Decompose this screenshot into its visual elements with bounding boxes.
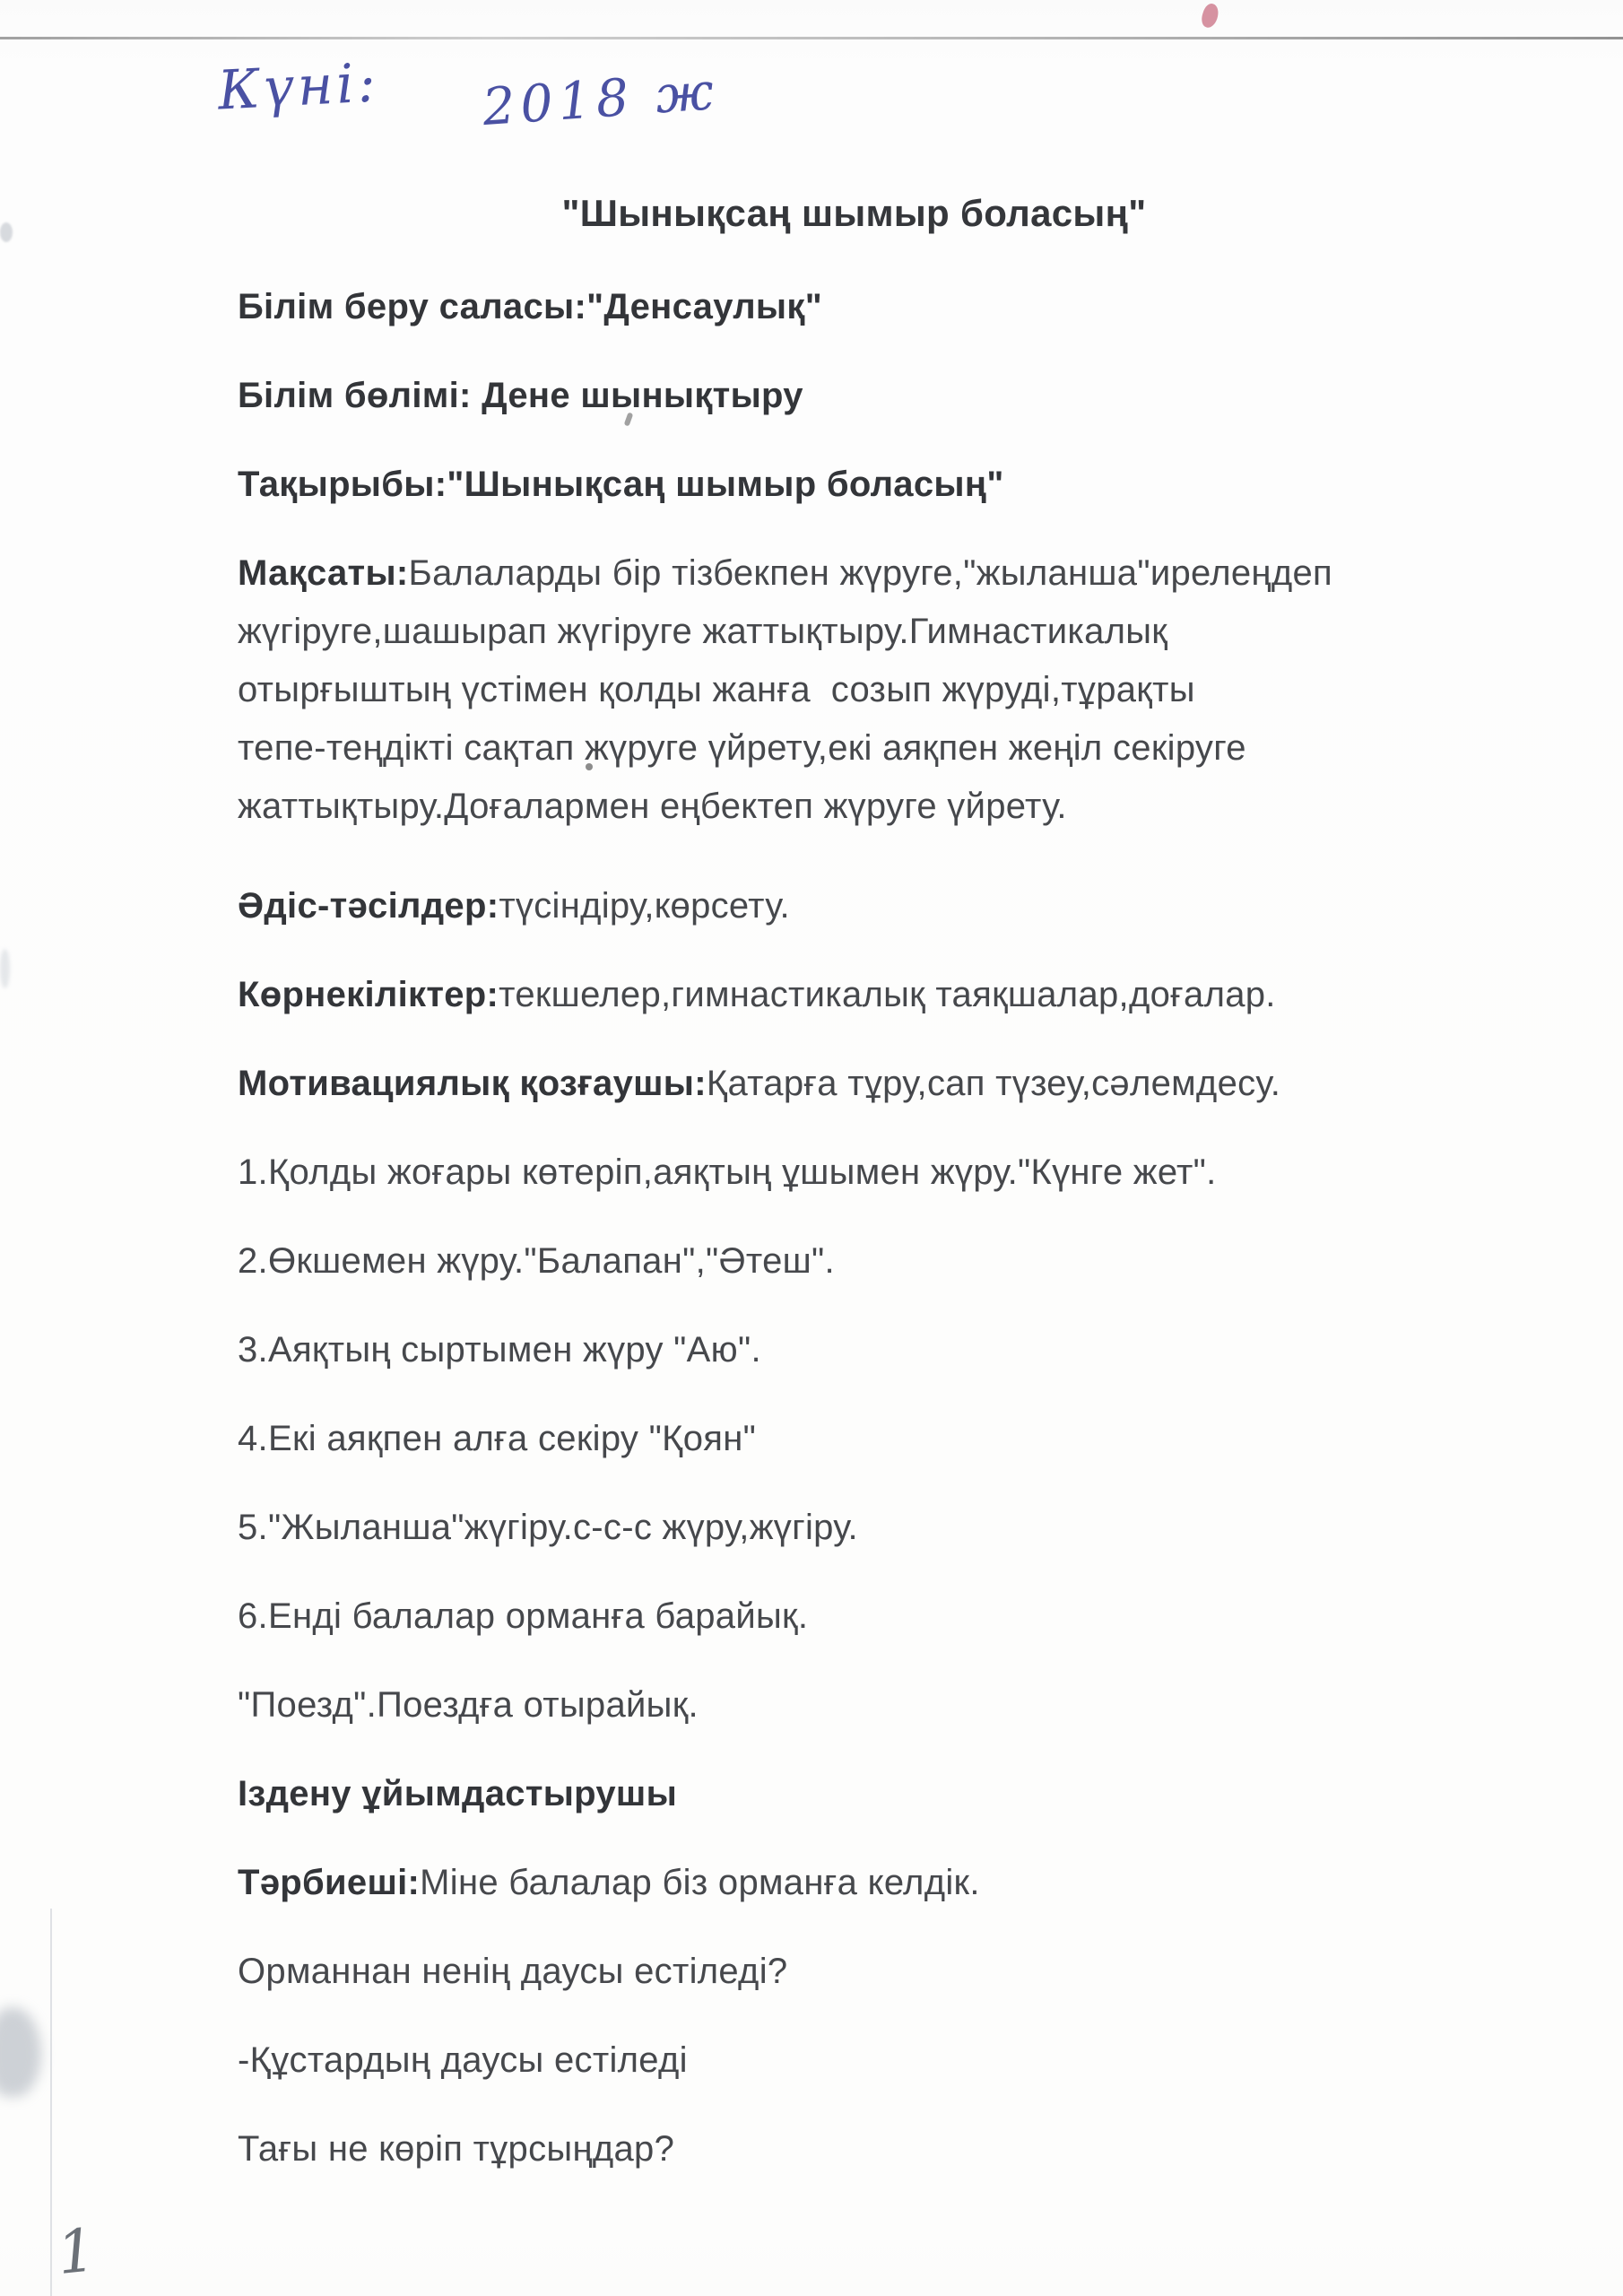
text-line <box>238 1854 1471 1912</box>
line-text: 5."Жыланша"жүгіру.с-с-с жүру,жүгіру. <box>238 1508 858 1547</box>
document-body <box>0 184 1623 2209</box>
text-line <box>238 1144 1471 1202</box>
line-text: жаттықтыру.Доғалармен еңбектеп жүруге үйрету. <box>238 787 1067 826</box>
text-line <box>238 603 1471 661</box>
text-line <box>238 2120 1471 2179</box>
line-bold-label: Іздену ұйымдастырушы <box>238 1774 678 1813</box>
pink-mark-artifact <box>1199 2 1221 30</box>
line-text: 3.Аяқтың сыртымен жүру "Аю". <box>238 1330 761 1370</box>
line-bold-label: Білім беру саласы:"Денсаулық" <box>238 287 822 326</box>
line-text: түсіндіру,көрсету. <box>499 886 790 926</box>
line-text: жүгіруге,шашырап жүгіруге жаттықтыру.Гимнастикалық <box>238 612 1168 651</box>
line-text: 4.Екі аяқпен алға секіру "Қоян" <box>238 1419 757 1458</box>
line-text: Қатарға тұру,сап түзеу,сәлемдесу. <box>706 1064 1281 1103</box>
line-text: "Поезд".Поездға отырайық. <box>238 1685 699 1725</box>
text-line <box>238 661 1471 719</box>
text-line <box>238 1232 1471 1291</box>
line-text: 2.Өкшемен жүру."Балапан","Әтеш". <box>238 1241 835 1281</box>
line-bold-label: Білім бөлімі: Дене шынықтыру <box>238 376 803 415</box>
text-line <box>238 1676 1471 1735</box>
scan-edge-line <box>0 37 1623 39</box>
text-line <box>238 456 1471 514</box>
line-bold-label: Әдіс-тәсілдер: <box>238 886 499 926</box>
line-text: Міне балалар біз орманға келдік. <box>420 1863 980 1902</box>
text-line <box>238 778 1471 836</box>
text-line <box>238 1499 1471 1557</box>
text-line <box>238 719 1471 778</box>
line-text: тепе-теңдікті сақтап жүруге үйрету,екі аяқпен жеңіл секіруге <box>238 728 1246 768</box>
line-bold-label: Тақырыбы:"Шынықсаң шымыр боласың" <box>238 465 1004 504</box>
line-bold-label: Мақсаты: <box>238 553 409 593</box>
text-line <box>238 1765 1471 1823</box>
text-line <box>238 966 1471 1024</box>
line-text: Тағы не көріп тұрсыңдар? <box>238 2129 675 2169</box>
handwritten-date-label: Күні: <box>216 51 381 123</box>
line-text: 1.Қолды жоғары көтеріп,аяқтың ұшымен жүру."Күнге жет". <box>238 1152 1217 1192</box>
text-line <box>238 2031 1471 2090</box>
line-text: 6.Енді балалар орманға барайық. <box>238 1596 809 1636</box>
line-text: Балаларды бір тізбекпен жүруге,"жыланша"ирелеңдеп <box>408 553 1332 593</box>
text-line <box>238 1321 1471 1379</box>
text-line <box>238 1055 1471 1113</box>
line-text: отырғыштың үстімен қолды жанға созып жүруді,тұрақты <box>238 670 1195 709</box>
text-line <box>238 278 1471 336</box>
text-line <box>238 877 1471 935</box>
line-bold-label: Көрнекіліктер: <box>238 975 499 1014</box>
text-line <box>238 1410 1471 1468</box>
text-line <box>238 367 1471 425</box>
page-title: "Шынықсаң шымыр боласың" <box>561 192 1147 234</box>
text-line <box>238 1943 1471 2001</box>
text-line <box>238 544 1471 603</box>
line-text: -Құстардың даусы естіледі <box>238 2040 688 2080</box>
line-text: Орманнан ненің даусы естіледі? <box>238 1952 788 1991</box>
handwritten-year: 2018 ж <box>481 61 721 138</box>
text-line <box>238 1587 1471 1646</box>
line-bold-label: Мотивациялық қозғаушы: <box>238 1064 707 1103</box>
line-bold-label: Тәрбиеші: <box>238 1863 421 1902</box>
handwritten-page-number: 1 <box>54 2215 99 2288</box>
line-text: текшелер,гимнастикалық таяқшалар,доғалар. <box>499 975 1276 1014</box>
text-lines-container <box>238 278 1471 2179</box>
